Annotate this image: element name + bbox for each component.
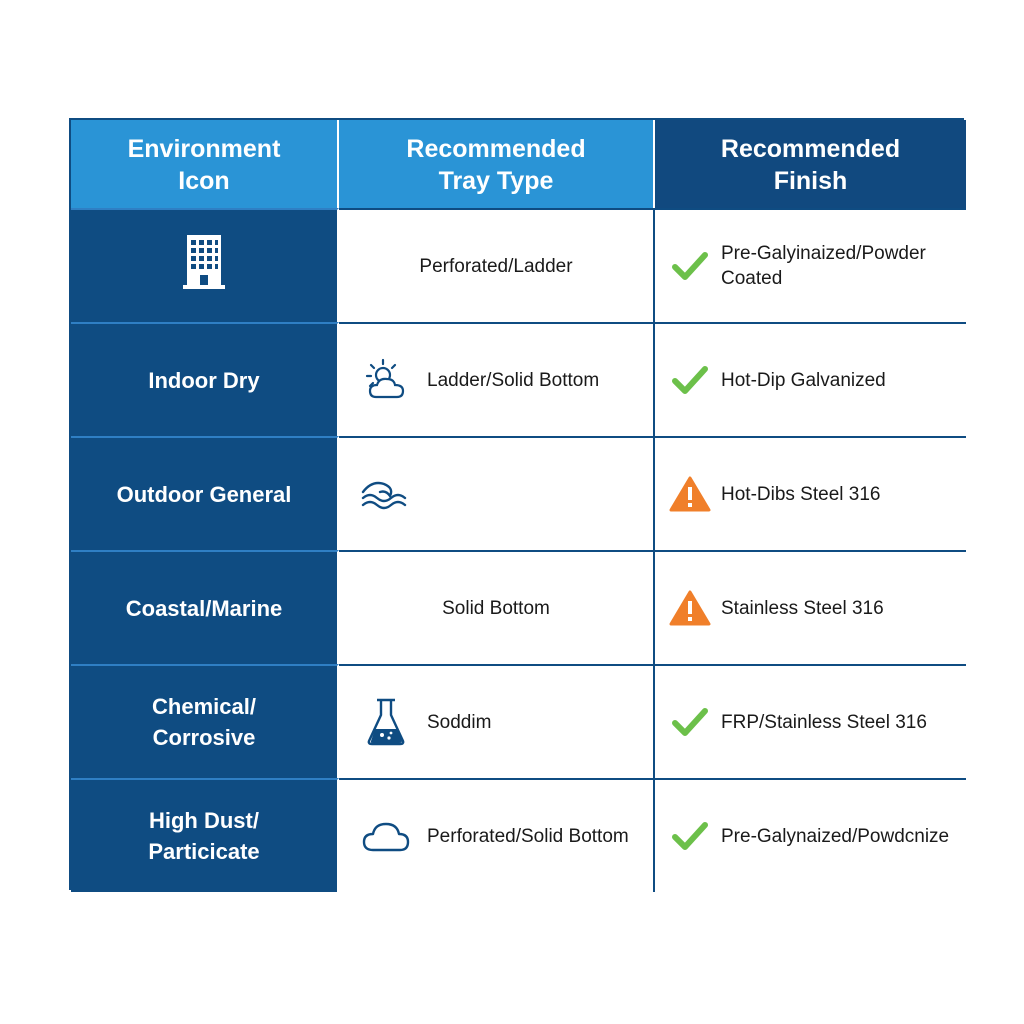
cloud-icon (359, 812, 413, 860)
tray-type-cell (339, 778, 655, 892)
checkmark-icon (669, 698, 711, 746)
environment-cell (71, 664, 339, 778)
finish-cell (655, 664, 966, 778)
environment-cell (71, 550, 339, 664)
tray-type-cell (339, 208, 655, 322)
checkmark-icon (669, 356, 711, 404)
tray-type-cell (339, 664, 655, 778)
finish-text: Hot-Dibs Steel 316 (721, 483, 881, 505)
checkmark-icon (669, 812, 711, 860)
finish-text-line1: Pre-Galyinaized/Powder (721, 243, 926, 264)
environment-label: Coastal/Marine (125, 595, 283, 621)
finish-cell (655, 208, 966, 322)
finish-cell (655, 550, 966, 664)
finish-text: Stainless Steel 316 (721, 597, 884, 619)
tray-type-cell (339, 322, 655, 436)
environment-label: Indoor Dry (148, 367, 260, 393)
environment-label-line1: Chemical/ (152, 694, 256, 719)
tray-type-text: Perforated/Solid Bottom (427, 825, 629, 847)
tray-type-text: Solid Bottom (442, 597, 550, 619)
environment-cell (71, 322, 339, 436)
environment-cell (71, 208, 339, 322)
finish-cell (655, 322, 966, 436)
warning-icon (669, 470, 711, 518)
environment-cell (71, 778, 339, 892)
header-finish-line1: Recommended (720, 135, 901, 163)
header-environment-icon (71, 120, 339, 208)
tray-type-text: Soddim (427, 711, 492, 733)
finish-cell (655, 778, 966, 892)
header-finish-line2: Finish (773, 167, 848, 195)
environment-label-line2: Particicate (148, 839, 260, 864)
environment-cell (71, 436, 339, 550)
building-icon (182, 233, 226, 299)
finish-text-line2: Coated (721, 268, 783, 289)
finish-text: Hot-Dip Galvanized (721, 369, 886, 391)
header-recommended-tray-type (339, 120, 655, 208)
environment-label: Outdoor General (116, 481, 292, 507)
tray-type-text: Ladder/Solid Bottom (427, 369, 600, 391)
finish-cell (655, 436, 966, 550)
finish-text: Pre-Galynaized/Powdcnize (721, 825, 950, 847)
environment-label-line1: High Dust/ (148, 808, 259, 833)
environment-recommendation-table (69, 118, 964, 890)
header-tray-line2: Tray Type (438, 167, 554, 195)
header-tray-line1: Recommended (406, 135, 586, 163)
header-environment-line1: Environment (127, 135, 281, 163)
flask-icon (359, 698, 413, 746)
tray-type-text: Perforated/Ladder (419, 255, 573, 277)
tray-type-cell (339, 550, 655, 664)
sun-cloud-icon (359, 356, 413, 404)
checkmark-icon (669, 242, 711, 290)
finish-text: FRP/Stainless Steel 316 (721, 711, 927, 733)
environment-label-line2: Corrosive (152, 725, 256, 750)
header-recommended-finish (655, 120, 966, 208)
waves-icon (359, 470, 413, 518)
warning-icon (669, 584, 711, 632)
tray-type-cell (339, 436, 655, 550)
header-environment-line2: Icon (178, 167, 230, 195)
